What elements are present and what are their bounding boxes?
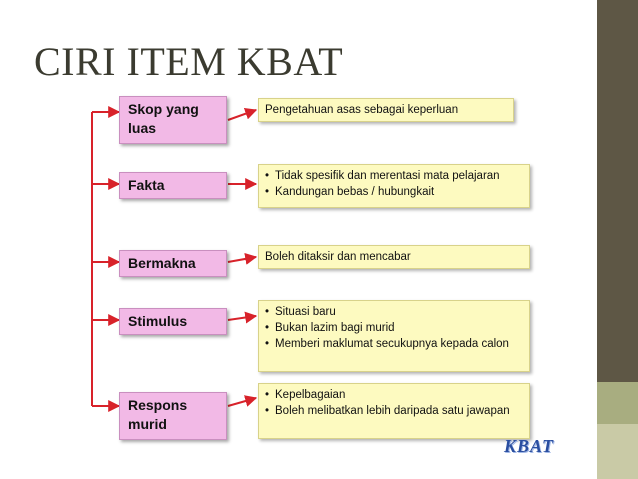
description-text: Pengetahuan asas sebagai keperluan [265, 104, 459, 116]
bullet-item: • Kandungan bebas / hubungkait [265, 184, 523, 200]
slide-title: CIRI ITEM KBAT [34, 39, 344, 84]
category-label: Bermakna [128, 255, 196, 271]
description-box-5 [258, 383, 530, 439]
link-arrow-4 [228, 316, 256, 320]
description-box-2 [258, 164, 530, 208]
bullet-item: • Memberi maklumat secukupnya kepada calon [265, 336, 523, 352]
kbat-logo: KBAT [504, 436, 555, 456]
category-box-skop [119, 96, 227, 144]
bullet-item: • Boleh melibatkan lebih daripada satu jawapan [265, 403, 523, 419]
link-arrow-3 [228, 257, 256, 262]
bullet-item: • Bukan lazim bagi murid [265, 320, 523, 336]
bullet-item: • Situasi baru [265, 304, 523, 320]
category-box-respons [119, 392, 227, 440]
category-box-stimulus [119, 308, 227, 335]
description-text: Boleh ditaksir dan mencabar [265, 251, 411, 263]
description-box-1 [258, 98, 514, 122]
category-label: Skop yang luas [128, 101, 199, 136]
category-label: Respons murid [128, 397, 188, 432]
category-box-fakta [119, 172, 227, 199]
category-box-bermakna [119, 250, 227, 277]
category-label: Stimulus [128, 313, 188, 329]
description-box-4 [258, 300, 530, 372]
bullet-item: • Tidak spesifik dan merentasi mata pelajaran [265, 168, 523, 184]
link-arrow-5 [228, 398, 256, 406]
link-arrow-1 [228, 110, 256, 120]
category-label: Fakta [128, 177, 165, 193]
description-box-3 [258, 245, 530, 269]
bullet-item: • Kepelbagaian [265, 387, 523, 403]
